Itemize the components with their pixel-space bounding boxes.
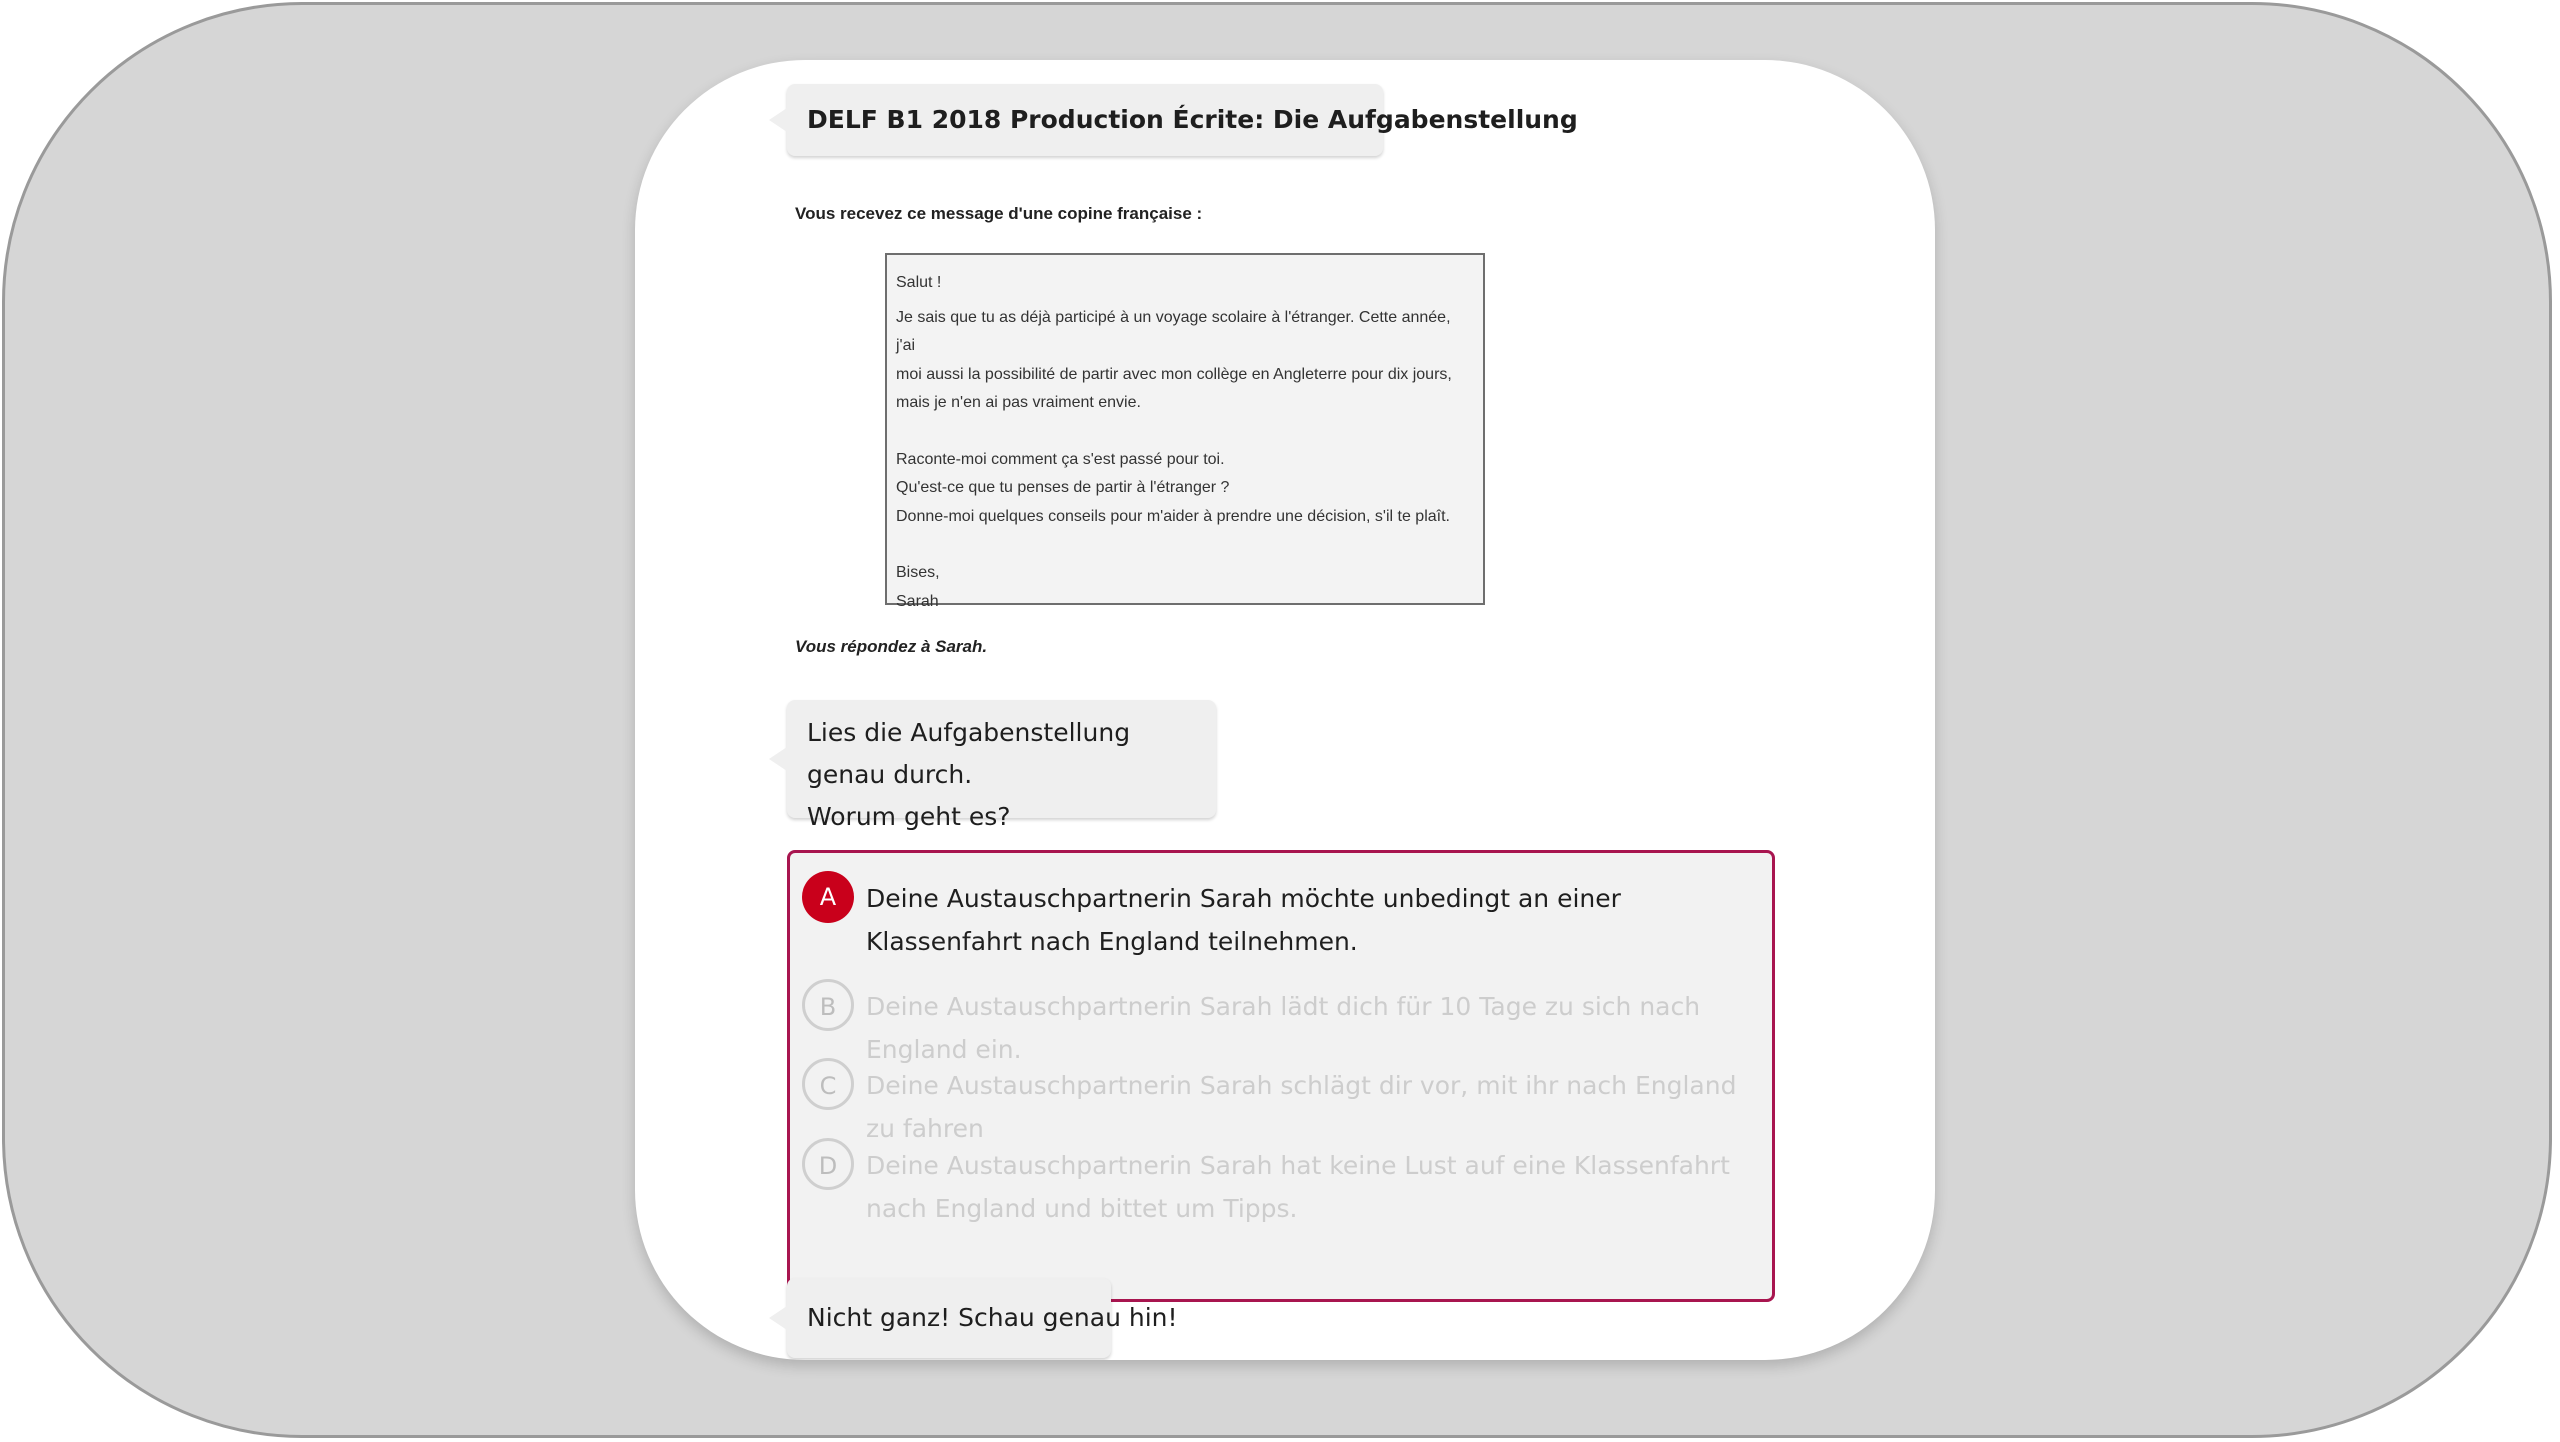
letter-line: Qu'est-ce que tu penses de partir à l'étranger ? [896, 479, 1230, 496]
option-text-a: Deine Austauschpartnerin Sarah möchte unbedingt an einer Klassenfahrt nach England teilnehmen. [866, 884, 1621, 956]
letter-line: moi aussi la possibilité de partir avec mon collège en Angleterre pour dix jours, [896, 365, 1452, 383]
option-badge-a: A [802, 871, 854, 923]
letter-line: Raconte-moi comment ça s'est passé pour toi. [896, 450, 1225, 468]
letter-greeting: Salut ! [896, 274, 942, 291]
question-line-2: Worum geht es? [807, 802, 1011, 831]
question-bubble [787, 700, 1216, 831]
option-text-c: Deine Austauschpartnerin Sarah schlägt dir vor, mit ihr nach England zu fahren [866, 1071, 1737, 1143]
app-screen [635, 60, 1935, 1360]
feedback-bubble [787, 1278, 1178, 1358]
feedback-text: Nicht ganz! Schau genau hin! [807, 1303, 1178, 1332]
letter-line: Je sais que tu as déjà participé à un voyage scolaire à l'étranger. Cette année, j'ai [896, 308, 1451, 354]
option-text-d: Deine Austauschpartnerin Sarah hat keine Lust auf eine Klassenfahrt nach England und bittet um Tipps. [866, 1151, 1730, 1223]
letter-closing: Bises, [896, 564, 940, 581]
task-intro: Vous recevez ce message d'une copine française : [795, 204, 1203, 223]
letter-paragraph-2 [896, 446, 1474, 532]
option-badge-d: D [802, 1138, 854, 1190]
letter-signature: Sarah [896, 592, 939, 610]
letter-line: Donne-moi quelques conseils pour m'aider à prendre une décision, s'il te plaît. [896, 507, 1450, 525]
question-line-1: Lies die Aufgabenstellung genau durch. [807, 718, 1131, 789]
option-text-b: Deine Austauschpartnerin Sarah lädt dich für 10 Tage zu sich nach England ein. [866, 992, 1701, 1064]
letter-box [885, 253, 1485, 610]
reply-instruction: Vous répondez à Sarah. [795, 637, 988, 656]
lesson-title [787, 84, 1578, 156]
device-frame [2, 2, 2552, 1438]
lesson-title-text: DELF B1 2018 Production Écrite: Die Aufgabenstellung [807, 105, 1578, 134]
letter-line: mais je n'en ai pas vraiment envie. [896, 394, 1141, 411]
option-badge-b: B [802, 979, 854, 1031]
answer-options [787, 850, 1775, 1302]
option-badge-c: C [802, 1058, 854, 1110]
letter-paragraph-1 [896, 304, 1474, 418]
